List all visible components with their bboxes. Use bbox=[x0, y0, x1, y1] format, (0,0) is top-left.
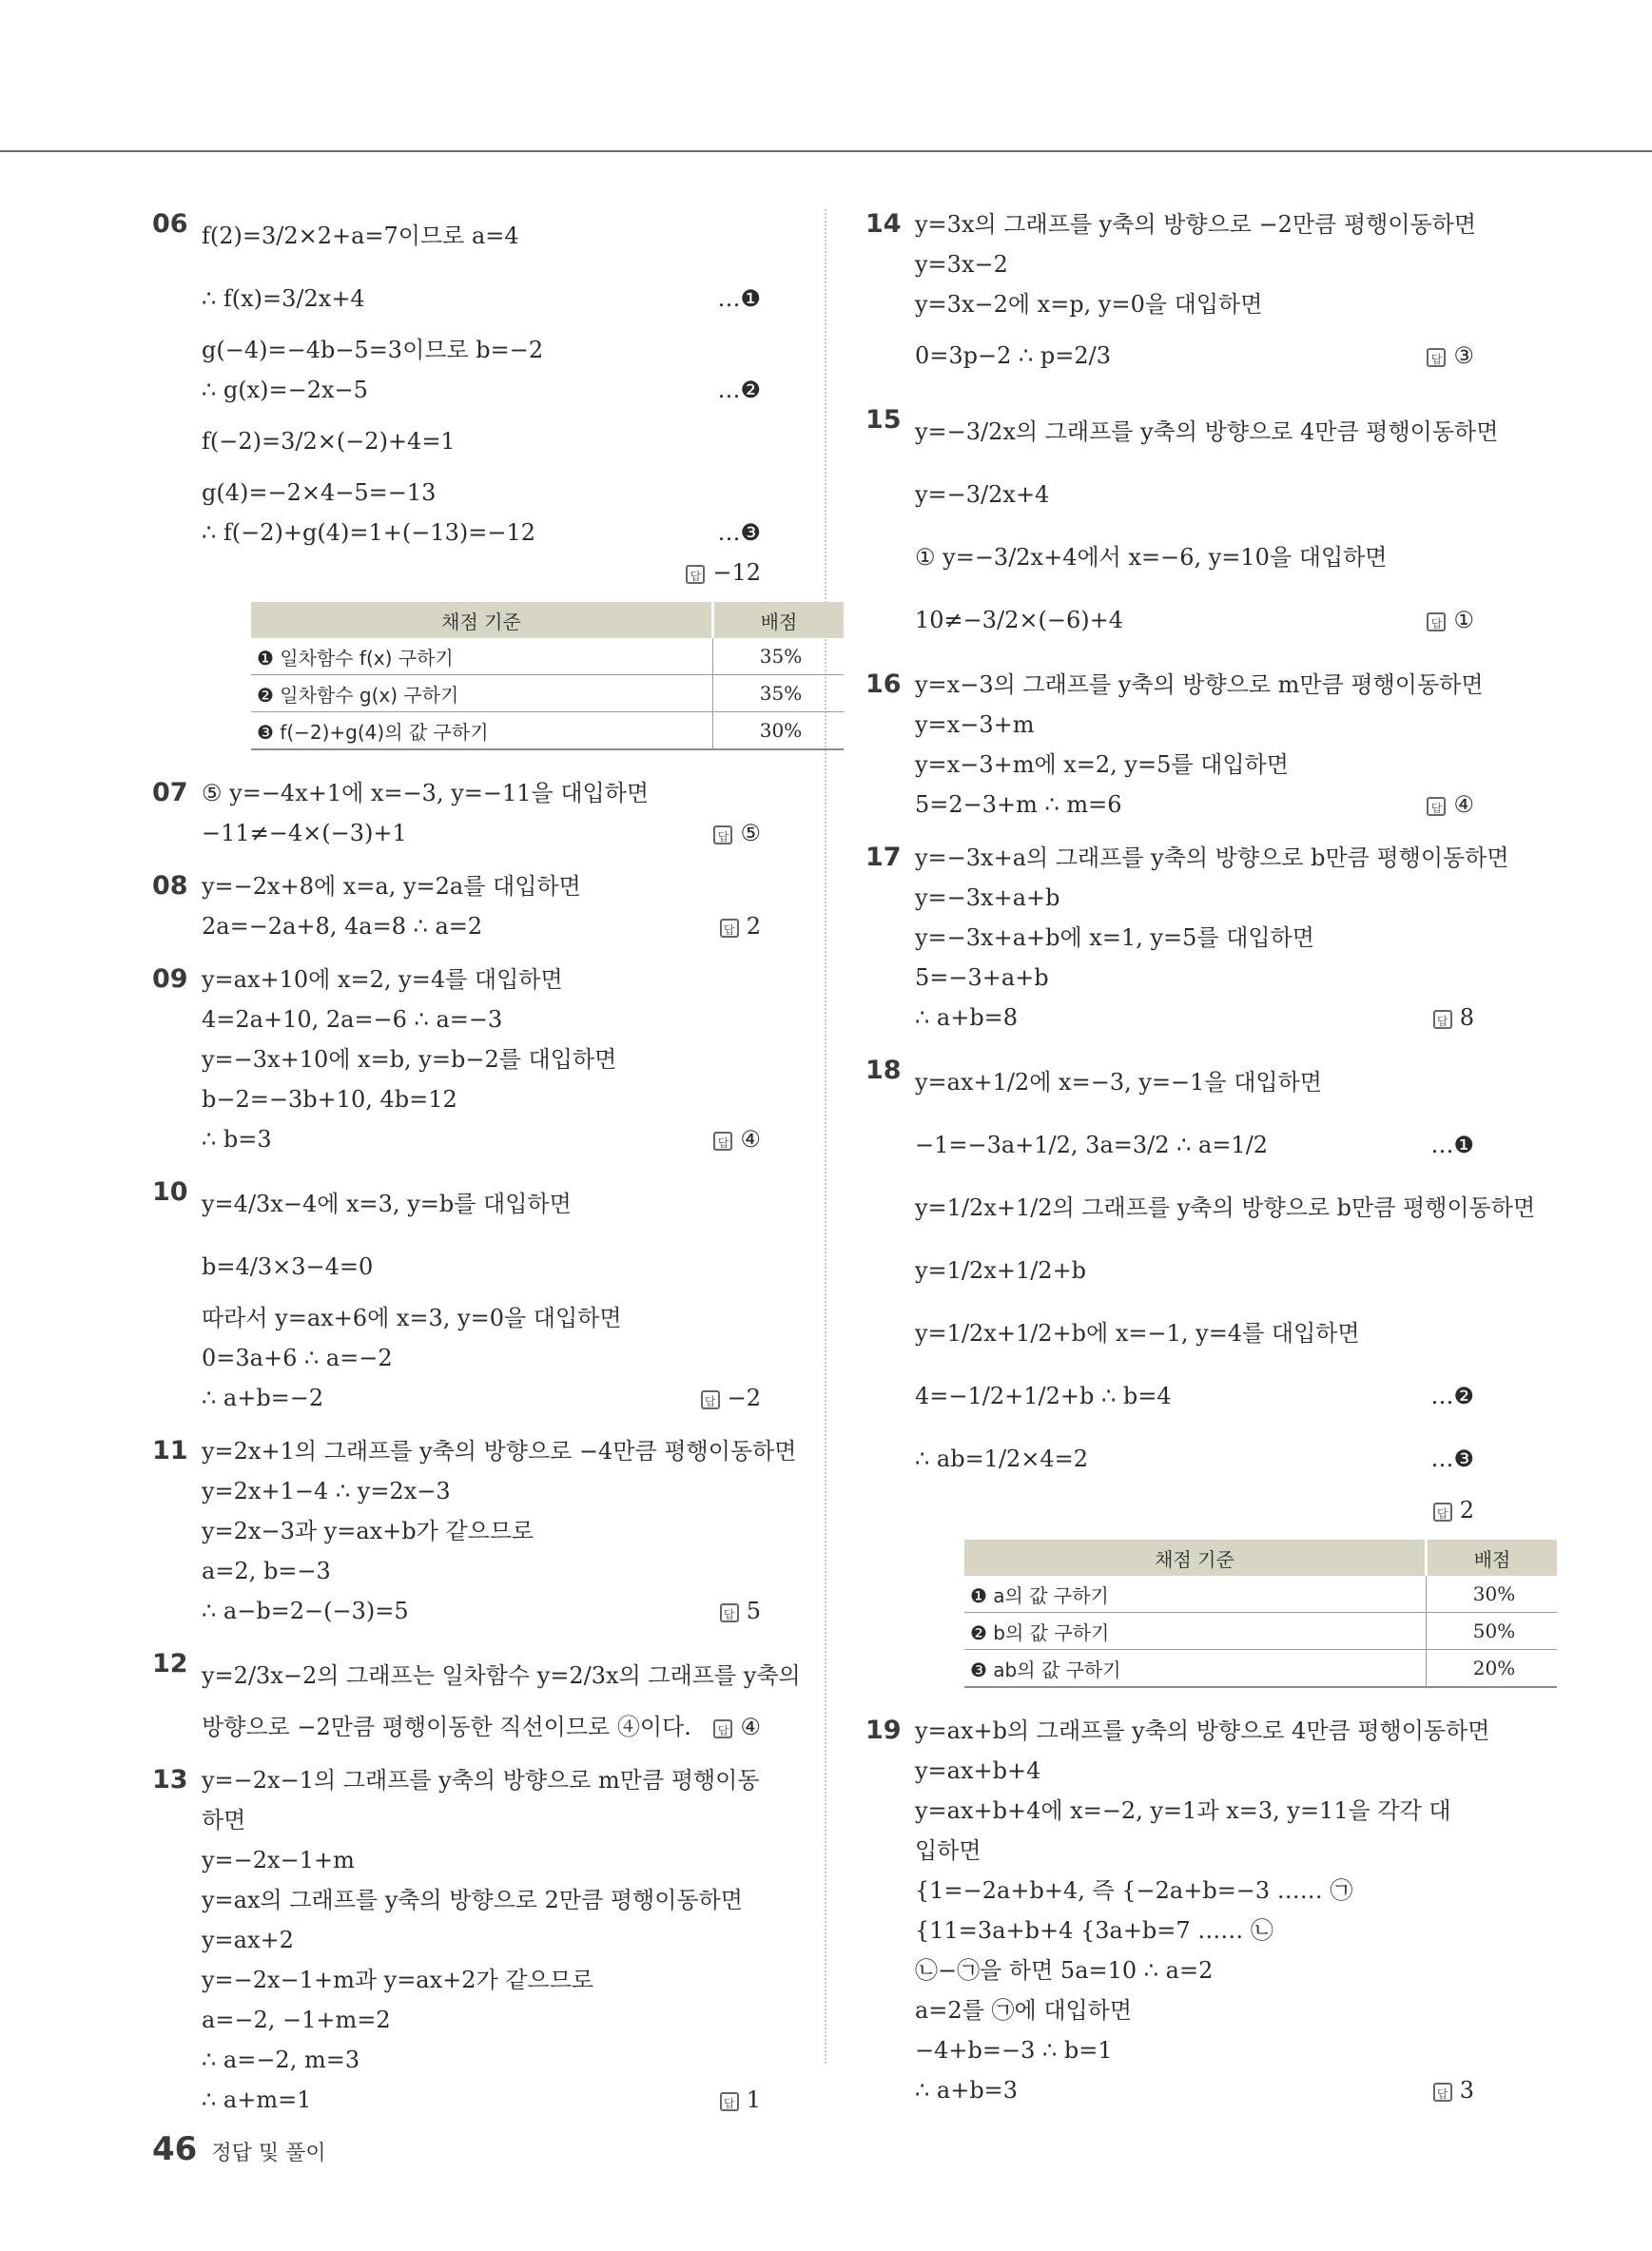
solution-line bbox=[202, 473, 761, 513]
solution-line bbox=[202, 1039, 761, 1079]
solution-text: y=ax의 그래프를 y축의 방향으로 2만큼 평행이동하면 bbox=[202, 1887, 743, 1913]
answer-icon bbox=[701, 1390, 720, 1409]
solution-line bbox=[915, 1791, 1474, 1831]
problem-number: 11 bbox=[152, 1436, 188, 1465]
solution-text: y=x−3의 그래프를 y축의 방향으로 m만큼 평행이동하면 bbox=[915, 671, 1484, 698]
solution-text: a=2를 ㉠에 대입하면 bbox=[915, 1997, 1133, 2024]
solution-text: y=2/3x−2의 그래프는 일차함수 y=2/3x의 그래프를 y축의 bbox=[202, 1662, 801, 1689]
problem-block bbox=[152, 1173, 761, 1418]
solution-line bbox=[915, 785, 1474, 825]
solution-text: y=3x의 그래프를 y축의 방향으로 −2만큼 평행이동하면 bbox=[915, 211, 1477, 238]
answer-value: 2 bbox=[1459, 1497, 1474, 1523]
grading-header: 배점 bbox=[1427, 1540, 1558, 1576]
solution-line bbox=[202, 1431, 797, 1471]
problem-gap bbox=[865, 387, 1474, 400]
solution-line bbox=[915, 1990, 1474, 2030]
solution-text: ① y=−3/2x+4에서 x=−6, y=10을 대입하면 bbox=[915, 544, 1388, 571]
solution-line bbox=[915, 2070, 1474, 2110]
grading-criterion: ❸ f(−2)+g(4)의 값 구하기 bbox=[251, 712, 713, 750]
solution-text: y=2x−3과 y=ax+b가 같으므로 bbox=[202, 1518, 534, 1544]
problem-gap bbox=[865, 1038, 1474, 1051]
solution-text: y=ax+2 bbox=[202, 1927, 294, 1953]
problem-gap bbox=[865, 1698, 1474, 1711]
answer-mark bbox=[720, 1591, 761, 1631]
problem-block bbox=[152, 960, 761, 1159]
grading-row bbox=[251, 675, 844, 712]
problem-gap bbox=[152, 760, 761, 773]
answer-icon bbox=[1427, 612, 1446, 631]
solution-text: 4=−1/2+1/2+b ∴ b=4 bbox=[915, 1383, 1172, 1409]
solution-text: y=ax+b+4에 x=−2, y=1과 x=3, y=11을 각각 대 bbox=[915, 1797, 1451, 1824]
answer-mark bbox=[713, 813, 761, 853]
solution-line bbox=[202, 410, 761, 473]
problem-gap bbox=[865, 825, 1474, 838]
solution-line bbox=[915, 705, 1474, 745]
solution-line bbox=[915, 1051, 1474, 1114]
solution-text: y=4/3x−4에 x=3, y=b를 대입하면 bbox=[202, 1191, 572, 1217]
solution-text: ∴ f(x)=3/2x+4 bbox=[202, 285, 365, 312]
grading-criterion: ❷ 일차함수 g(x) 구하기 bbox=[251, 675, 713, 712]
solution-line bbox=[915, 2030, 1474, 2070]
solution-line bbox=[202, 1235, 761, 1298]
solution-text: −4+b=−3 ∴ b=1 bbox=[915, 2037, 1113, 2064]
solution-text: {1=−2a+b+4, 즉 {−2a+b=−3 …… ㉠ bbox=[915, 1877, 1353, 1904]
answer-value: ① bbox=[1453, 607, 1474, 633]
problem-block bbox=[152, 1431, 797, 1631]
problem-number: 19 bbox=[865, 1716, 902, 1745]
solution-line bbox=[915, 1114, 1474, 1176]
solution-text: 5=2−3+m ∴ m=6 bbox=[915, 791, 1122, 818]
step-marker: …❶ bbox=[1430, 1132, 1474, 1158]
problem-gap bbox=[152, 853, 761, 866]
solution-text: y=−2x+8에 x=a, y=2a를 대입하면 bbox=[202, 873, 581, 900]
solution-line bbox=[202, 1880, 761, 1920]
problem-number: 16 bbox=[865, 669, 902, 699]
grading-criterion: ❷ b의 값 구하기 bbox=[964, 1613, 1427, 1650]
solution-text: ∴ f(−2)+g(4)=1+(−13)=−12 bbox=[202, 519, 535, 546]
solution-text: y=−3x+a+b bbox=[915, 884, 1060, 911]
header-rule bbox=[0, 150, 1652, 152]
solution-text: ∴ b=3 bbox=[202, 1126, 272, 1153]
solution-line bbox=[202, 513, 761, 553]
grading-points: 50% bbox=[1427, 1613, 1558, 1650]
solution-text: y=1/2x+1/2+b에 x=−1, y=4를 대입하면 bbox=[915, 1320, 1360, 1347]
solution-line bbox=[915, 878, 1474, 918]
solution-line bbox=[202, 773, 761, 813]
solution-line bbox=[202, 1511, 761, 1551]
answer-icon bbox=[1433, 2083, 1452, 2102]
grading-points: 35% bbox=[713, 638, 845, 675]
solution-line bbox=[202, 370, 761, 410]
grading-criterion: ❸ ab의 값 구하기 bbox=[964, 1650, 1427, 1688]
problem-number: 06 bbox=[152, 209, 188, 239]
problem-number: 14 bbox=[865, 209, 902, 239]
answer-value: −12 bbox=[712, 559, 761, 586]
right-column bbox=[865, 204, 1536, 2124]
solution-text: −1=−3a+1/2, 3a=3/2 ∴ a=1/2 bbox=[915, 1132, 1269, 1158]
solution-text: ∴ a+b=3 bbox=[915, 2077, 1019, 2104]
solution-line bbox=[202, 204, 761, 267]
solution-text: a=2, b=−3 bbox=[202, 1558, 331, 1584]
solution-text: ∴ a+m=1 bbox=[202, 2086, 312, 2113]
solution-text: 방향으로 −2만큼 평행이동한 직선이므로 ④이다. bbox=[202, 1714, 691, 1740]
solution-text: −11≠−4×(−3)+1 bbox=[202, 820, 407, 846]
answer-icon bbox=[1433, 1503, 1452, 1522]
solution-text: y=x−3+m에 x=2, y=5를 대입하면 bbox=[915, 751, 1289, 778]
solution-text: ∴ a+b=8 bbox=[915, 1004, 1019, 1031]
grading-row bbox=[964, 1613, 1557, 1650]
step-marker: …❷ bbox=[717, 377, 761, 403]
grading-header: 채점 기준 bbox=[964, 1540, 1427, 1576]
problem-gap bbox=[865, 651, 1474, 665]
answer-mark bbox=[713, 1119, 761, 1159]
solution-text: 0=3a+6 ∴ a=−2 bbox=[202, 1345, 393, 1371]
solution-line bbox=[915, 998, 1474, 1038]
step-marker: …❷ bbox=[1430, 1383, 1474, 1409]
solution-line bbox=[915, 1239, 1474, 1302]
solution-text: y=x−3+m bbox=[915, 711, 1035, 738]
solution-line bbox=[915, 1751, 1474, 1791]
problem-block bbox=[865, 1711, 1490, 2110]
solution-line bbox=[202, 866, 761, 906]
solution-text: y=ax+10에 x=2, y=4를 대입하면 bbox=[202, 966, 563, 993]
solution-line bbox=[202, 1840, 761, 1880]
problem-block bbox=[865, 400, 1499, 651]
grading-points: 20% bbox=[1427, 1650, 1558, 1688]
solution-line bbox=[915, 918, 1474, 958]
answer-icon bbox=[720, 1603, 739, 1622]
solution-text: 2a=−2a+8, 4a=8 ∴ a=2 bbox=[202, 913, 483, 940]
solution-line bbox=[915, 1427, 1474, 1490]
solution-text: y=1/2x+1/2의 그래프를 y축의 방향으로 b만큼 평행이동하면 bbox=[915, 1194, 1536, 1221]
answer-mark bbox=[1427, 324, 1474, 387]
problem-number: 10 bbox=[152, 1177, 188, 1207]
solution-line bbox=[915, 244, 1474, 284]
answer-icon bbox=[713, 1719, 732, 1738]
answer-mark bbox=[1433, 2070, 1474, 2110]
solution-text: y=−2x−1+m bbox=[202, 1847, 355, 1873]
solution-line bbox=[915, 958, 1474, 998]
solution-line bbox=[915, 1831, 1474, 1871]
problem-gap bbox=[152, 1747, 761, 1760]
answer-value: −2 bbox=[727, 1385, 761, 1411]
step-marker: …❸ bbox=[1430, 1446, 1474, 1472]
solution-text: y=ax+1/2에 x=−3, y=−1을 대입하면 bbox=[915, 1069, 1322, 1096]
solution-line bbox=[915, 1711, 1490, 1751]
grading-row bbox=[251, 712, 844, 750]
problem-number: 12 bbox=[152, 1649, 188, 1679]
problem-gap bbox=[152, 1631, 761, 1644]
solution-line bbox=[915, 204, 1477, 244]
grading-header: 배점 bbox=[713, 602, 845, 638]
answer-value: ④ bbox=[1453, 791, 1474, 818]
solution-line bbox=[915, 463, 1474, 526]
step-marker: …❶ bbox=[717, 285, 761, 312]
problem-block bbox=[865, 665, 1484, 825]
grading-row bbox=[964, 1650, 1557, 1688]
solution-line bbox=[202, 1960, 761, 2000]
problem-block bbox=[152, 204, 803, 750]
answer-value: ④ bbox=[740, 1714, 761, 1740]
solution-line bbox=[202, 1760, 761, 1800]
solution-text: 5=−3+a+b bbox=[915, 964, 1049, 991]
solution-line bbox=[915, 1911, 1474, 1950]
grading-points: 35% bbox=[713, 675, 845, 712]
solution-text: 4=2a+10, 2a=−6 ∴ a=−3 bbox=[202, 1006, 503, 1033]
solution-line bbox=[202, 1079, 761, 1119]
solution-line bbox=[915, 1871, 1474, 1911]
answer-mark bbox=[720, 2080, 761, 2120]
solution-text: ㉡−㉠을 하면 5a=10 ∴ a=2 bbox=[915, 1957, 1214, 1984]
step-marker: …❸ bbox=[717, 519, 761, 546]
solution-text: f(2)=3/2×2+a=7이므로 a=4 bbox=[202, 223, 519, 249]
grading-table bbox=[964, 1540, 1557, 1688]
solution-line bbox=[915, 1176, 1536, 1239]
answer-mark bbox=[1433, 998, 1474, 1038]
solution-line bbox=[202, 1173, 761, 1235]
solution-text: a=−2, −1+m=2 bbox=[202, 2007, 391, 2033]
solution-line bbox=[202, 1338, 761, 1378]
problem-block bbox=[865, 838, 1509, 1038]
solution-line bbox=[202, 1119, 761, 1159]
solution-line bbox=[202, 1920, 761, 1960]
grading-header: 채점 기준 bbox=[251, 602, 713, 638]
problem-number: 07 bbox=[152, 778, 188, 807]
problem-block bbox=[152, 1760, 761, 2120]
problem-gap bbox=[865, 2110, 1474, 2124]
solution-line bbox=[915, 745, 1474, 785]
answer-value: 1 bbox=[746, 2086, 761, 2113]
solution-text: y=2x+1−4 ∴ y=2x−3 bbox=[202, 1478, 451, 1504]
answer-mark bbox=[713, 1707, 761, 1747]
solution-line bbox=[915, 284, 1474, 324]
solution-text: 따라서 y=ax+6에 x=3, y=0을 대입하면 bbox=[202, 1305, 622, 1331]
solution-line bbox=[202, 330, 761, 370]
problem-number: 18 bbox=[865, 1056, 902, 1085]
solution-line bbox=[915, 1950, 1474, 1990]
solution-line bbox=[915, 665, 1484, 705]
answer-value: ③ bbox=[1453, 342, 1474, 369]
grading-row bbox=[964, 1576, 1557, 1613]
solution-text: ∴ a+b=−2 bbox=[202, 1385, 324, 1411]
problem-number: 15 bbox=[865, 405, 902, 435]
solution-text: 0=3p−2 ∴ p=2/3 bbox=[915, 342, 1112, 369]
solution-line bbox=[202, 1378, 761, 1418]
solution-text: y=−2x−1+m과 y=ax+2가 같으므로 bbox=[202, 1967, 594, 1993]
problem-number: 17 bbox=[865, 843, 902, 872]
solution-line bbox=[202, 1591, 761, 1631]
answer-value: ⑤ bbox=[740, 820, 761, 846]
answer-mark bbox=[1427, 589, 1474, 651]
solution-line bbox=[202, 960, 761, 999]
grading-points: 30% bbox=[1427, 1576, 1558, 1613]
problem-block bbox=[152, 1644, 801, 1747]
problem-gap bbox=[152, 946, 761, 960]
solution-line bbox=[915, 589, 1474, 651]
solution-line bbox=[915, 838, 1509, 878]
answer-value: 3 bbox=[1459, 2077, 1474, 2104]
solution-text: 10≠−3/2×(−6)+4 bbox=[915, 607, 1123, 633]
solution-text: f(−2)=3/2×(−2)+4=1 bbox=[202, 428, 456, 455]
answer-icon bbox=[720, 919, 739, 938]
solution-text: g(4)=−2×4−5=−13 bbox=[202, 479, 437, 506]
solution-text: g(−4)=−4b−5=3이므로 b=−2 bbox=[202, 337, 544, 363]
solution-line bbox=[915, 400, 1499, 463]
answer-value: 5 bbox=[746, 1598, 761, 1624]
problem-number: 08 bbox=[152, 871, 188, 901]
solution-text: y=−2x−1의 그래프를 y축의 방향으로 m만큼 평행이동 bbox=[202, 1767, 760, 1794]
solution-line bbox=[915, 1302, 1474, 1365]
problem-block bbox=[865, 1051, 1536, 1688]
solution-text: ∴ g(x)=−2x−5 bbox=[202, 377, 368, 403]
solution-text: ∴ a=−2, m=3 bbox=[202, 2047, 360, 2073]
solution-text: y=−3/2x의 그래프를 y축의 방향으로 4만큼 평행이동하면 bbox=[915, 418, 1499, 445]
answer-icon bbox=[1427, 348, 1446, 367]
answer-icon bbox=[1433, 1010, 1452, 1029]
solution-text: {11=3a+b+4 {3a+b=7 …… ㉡ bbox=[915, 1917, 1273, 1944]
answer-icon bbox=[713, 825, 732, 844]
answer-line bbox=[202, 553, 761, 592]
grading-criterion: ❶ a의 값 구하기 bbox=[964, 1576, 1427, 1613]
footer-label: 정답 및 풀이 bbox=[211, 2142, 326, 2165]
grading-row bbox=[251, 638, 844, 675]
problem-number: 13 bbox=[152, 1765, 188, 1795]
solution-text: y=−3/2x+4 bbox=[915, 481, 1050, 508]
solution-text: ∴ a−b=2−(−3)=5 bbox=[202, 1598, 409, 1624]
problem-block bbox=[152, 773, 761, 853]
problem-block bbox=[865, 204, 1477, 387]
solution-text: y=−3x+a+b에 x=1, y=5를 대입하면 bbox=[915, 924, 1314, 951]
answer-icon bbox=[1427, 797, 1446, 816]
left-column bbox=[152, 204, 803, 2133]
grading-table bbox=[251, 602, 844, 750]
problem-number: 09 bbox=[152, 964, 188, 994]
solution-text: y=1/2x+1/2+b bbox=[915, 1257, 1087, 1284]
solution-line bbox=[915, 526, 1474, 589]
solution-line bbox=[202, 2080, 761, 2120]
solution-text: y=3x−2에 x=p, y=0을 대입하면 bbox=[915, 291, 1263, 318]
solution-text: y=ax+b+4 bbox=[915, 1757, 1041, 1784]
grading-points: 30% bbox=[713, 712, 845, 750]
solution-text: y=2x+1의 그래프를 y축의 방향으로 −4만큼 평행이동하면 bbox=[202, 1438, 797, 1465]
solution-line bbox=[202, 999, 761, 1039]
solution-text: b=4/3×3−4=0 bbox=[202, 1253, 374, 1280]
page-footer bbox=[152, 2130, 326, 2168]
answer-value: ④ bbox=[740, 1126, 761, 1153]
solution-line bbox=[915, 324, 1474, 387]
answer-icon bbox=[713, 1132, 732, 1151]
solution-line bbox=[202, 1471, 761, 1511]
solution-text: ⑤ y=−4x+1에 x=−3, y=−11을 대입하면 bbox=[202, 780, 650, 806]
solution-line bbox=[202, 2000, 761, 2040]
solution-line bbox=[202, 1707, 761, 1747]
problem-gap bbox=[152, 1418, 761, 1431]
answer-mark bbox=[720, 906, 761, 946]
solution-line bbox=[202, 2040, 761, 2080]
solution-text: 하면 bbox=[202, 1807, 246, 1834]
solution-text: y=3x−2 bbox=[915, 251, 1008, 278]
page-number: 46 bbox=[152, 2130, 198, 2168]
problem-gap bbox=[152, 1159, 761, 1173]
answer-icon bbox=[720, 2092, 739, 2111]
answer-mark bbox=[1427, 785, 1474, 825]
solution-line bbox=[915, 1365, 1474, 1427]
solution-text: y=ax+b의 그래프를 y축의 방향으로 4만큼 평행이동하면 bbox=[915, 1717, 1490, 1744]
solution-text: ∴ ab=1/2×4=2 bbox=[915, 1446, 1089, 1472]
grading-criterion: ❶ 일차함수 f(x) 구하기 bbox=[251, 638, 713, 675]
solution-text: y=−3x+10에 x=b, y=b−2를 대입하면 bbox=[202, 1046, 617, 1073]
solution-line bbox=[202, 1644, 801, 1707]
solution-line bbox=[202, 906, 761, 946]
answer-icon bbox=[686, 565, 705, 584]
solution-text: 입하면 bbox=[915, 1837, 981, 1864]
answer-mark bbox=[701, 1378, 761, 1418]
solution-line bbox=[202, 813, 761, 853]
solution-line bbox=[202, 267, 761, 330]
problem-block bbox=[152, 866, 761, 946]
column-divider bbox=[825, 209, 826, 2064]
answer-value: 2 bbox=[746, 913, 761, 940]
solution-line bbox=[202, 1298, 761, 1338]
answer-line bbox=[915, 1490, 1474, 1530]
solution-line bbox=[202, 1551, 761, 1591]
answer-value: 8 bbox=[1459, 1004, 1474, 1031]
solution-line bbox=[202, 1800, 761, 1840]
solution-text: b−2=−3b+10, 4b=12 bbox=[202, 1086, 457, 1113]
solution-text: y=−3x+a의 그래프를 y축의 방향으로 b만큼 평행이동하면 bbox=[915, 844, 1509, 871]
